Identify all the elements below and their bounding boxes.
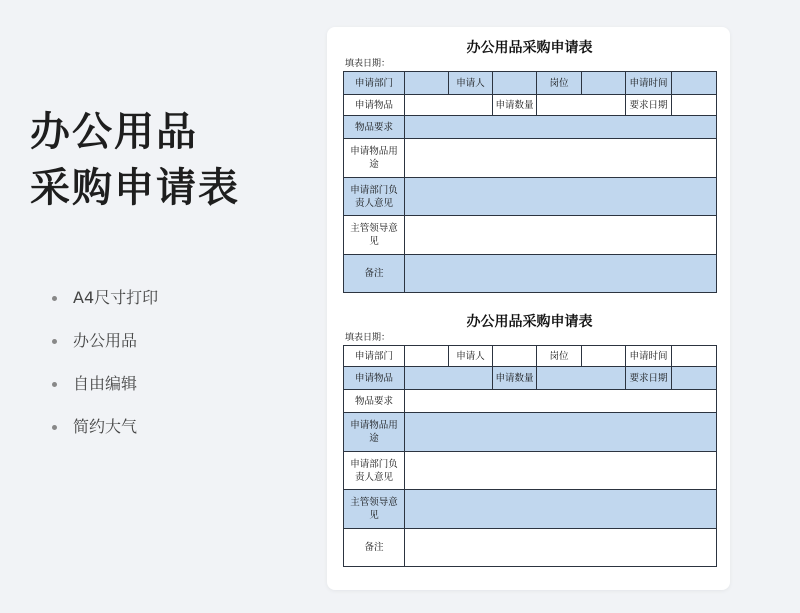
label-remarks: 备注 — [344, 255, 405, 293]
feature-label: 办公用品 — [73, 331, 138, 350]
field-position — [582, 346, 626, 367]
feature-item — [52, 415, 158, 458]
feature-list — [52, 286, 158, 458]
label-requested-item: 申请物品 — [344, 95, 405, 116]
field-application-time — [672, 346, 717, 367]
field-applicant-department — [405, 346, 449, 367]
field-remarks — [405, 529, 717, 567]
label-item-purpose: 申请物品用途 — [344, 413, 405, 452]
form-title: 办公用品采购申请表 — [466, 40, 593, 56]
field-requested-quantity — [537, 95, 626, 116]
field-applicant — [493, 72, 537, 95]
form-top — [343, 38, 716, 293]
label-position: 岗位 — [537, 72, 582, 95]
bullet-icon — [52, 296, 57, 301]
hero-title-line-2: 采购申请表 — [30, 165, 240, 211]
label-application-time: 申请时间 — [626, 346, 672, 367]
label-remarks: 备注 — [344, 529, 405, 567]
label-position: 岗位 — [537, 346, 582, 367]
field-applicant-department — [405, 72, 449, 95]
field-supervisor-opinion — [405, 216, 717, 255]
label-supervisor-opinion: 主管领导意见 — [344, 216, 405, 255]
field-item-requirements — [405, 116, 717, 139]
form-title: 办公用品采购申请表 — [466, 314, 593, 330]
feature-item — [52, 372, 158, 415]
feature-label: 自由编辑 — [73, 374, 138, 393]
feature-item — [52, 329, 158, 372]
label-applicant-department: 申请部门 — [344, 72, 405, 95]
field-requested-item — [405, 367, 493, 390]
bullet-icon — [52, 339, 57, 344]
feature-item — [52, 286, 158, 329]
label-requested-quantity: 申请数量 — [493, 367, 537, 390]
field-application-time — [672, 72, 717, 95]
bullet-icon — [52, 425, 57, 430]
field-required-date — [672, 95, 717, 116]
fill-date-label: 填表日期： — [345, 59, 391, 69]
label-item-purpose: 申请物品用途 — [344, 139, 405, 178]
label-department-head-opinion: 申请部门负责人意见 — [344, 178, 405, 216]
field-department-head-opinion — [405, 178, 717, 216]
field-item-requirements — [405, 390, 717, 413]
field-item-purpose — [405, 413, 717, 452]
feature-label: 简约大气 — [73, 417, 138, 436]
label-application-time: 申请时间 — [626, 72, 672, 95]
label-applicant: 申请人 — [449, 346, 493, 367]
label-applicant-department: 申请部门 — [344, 346, 405, 367]
field-department-head-opinion — [405, 452, 717, 490]
bullet-icon — [52, 382, 57, 387]
feature-label: A4尺寸打印 — [73, 288, 159, 307]
document-preview — [327, 27, 730, 590]
field-applicant — [493, 346, 537, 367]
field-remarks — [405, 255, 717, 293]
form-table — [343, 71, 717, 293]
label-requested-item: 申请物品 — [344, 367, 405, 390]
field-requested-quantity — [537, 367, 626, 390]
label-supervisor-opinion: 主管领导意见 — [344, 490, 405, 529]
label-item-requirements: 物品要求 — [344, 390, 405, 413]
field-position — [582, 72, 626, 95]
hero-title — [30, 104, 240, 216]
form-table — [343, 345, 717, 567]
field-requested-item — [405, 95, 493, 116]
form-bottom — [343, 312, 716, 567]
label-required-date: 要求日期 — [626, 95, 672, 116]
label-department-head-opinion: 申请部门负责人意见 — [344, 452, 405, 490]
field-supervisor-opinion — [405, 490, 717, 529]
field-required-date — [672, 367, 717, 390]
hero-title-line-1: 办公用品 — [30, 109, 198, 155]
label-required-date: 要求日期 — [626, 367, 672, 390]
label-requested-quantity: 申请数量 — [493, 95, 537, 116]
fill-date-label: 填表日期： — [345, 333, 391, 343]
label-item-requirements: 物品要求 — [344, 116, 405, 139]
label-applicant: 申请人 — [449, 72, 493, 95]
field-item-purpose — [405, 139, 717, 178]
